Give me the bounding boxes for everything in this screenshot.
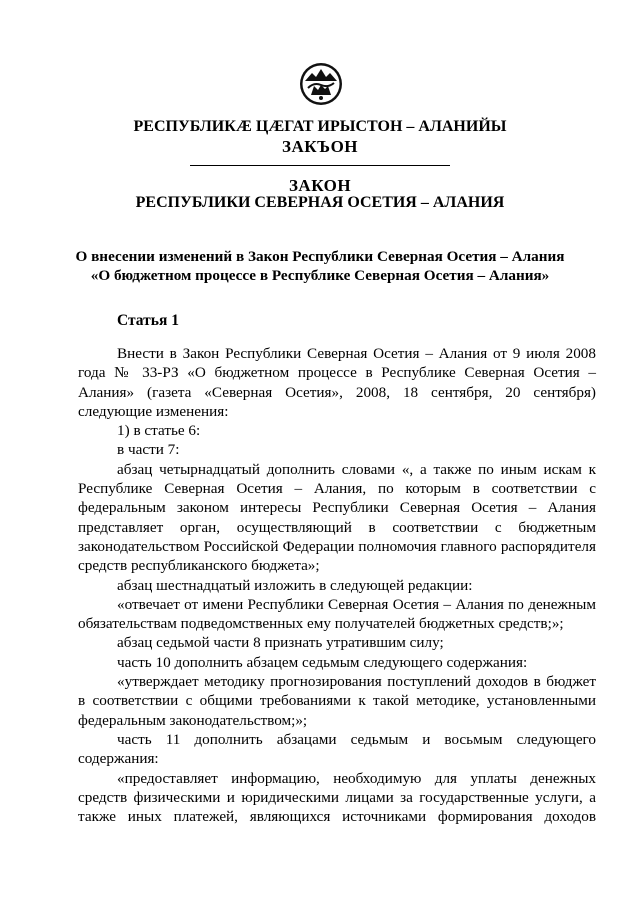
law-title-line-1: О внесении изменений в Закон Республики Северная Осетия – Алания [75, 248, 565, 265]
paragraph: 1) в статье 6: [117, 422, 201, 440]
ossetian-republic-name: РЕСПУБЛИКӔ ЦӔГАТ ИРЫСТОН – АЛАНИЙЫ [133, 118, 507, 135]
coat-of-arms-emblem-icon [299, 62, 343, 106]
paragraph: «отвечает от имени Республики Северная Осетия – Алания по денежным обязательствам подведомственных ему получателей бюджетных средств;»; [78, 595, 596, 633]
paragraph: абзац седьмой части 8 признать утратившим силу; [117, 634, 444, 652]
russian-law-label: ЗАКОН [288, 176, 352, 195]
paragraph: часть 10 дополнить абзацем седьмым следующего содержания: [117, 653, 528, 671]
header-divider [190, 165, 450, 166]
paragraph: Внести в Закон Республики Северная Осетия – Алания от 9 июля 2008 года № 33-РЗ «О бюджетном процессе в Республике Северная Осетия – Алания» (газета «Северная Осетия», 2008, 18 сентября, 20 сентября) следующие изменения: [78, 345, 596, 420]
paragraph: «предоставляет информацию, необходимую для уплаты денежных средств физическими и юридическими лицами за государственные услуги, а также иных платежей, являющихся источниками формирования доходов [78, 769, 596, 826]
paragraph: часть 11 дополнить абзацами седьмым и восьмым следующего содержания: [78, 730, 596, 768]
article-heading: Статья 1 [117, 312, 179, 329]
law-title-line-2: «О бюджетном процессе в Республике Северная Осетия – Алания» [90, 267, 550, 284]
paragraph: абзац четырнадцатый дополнить словами «, а также по иным искам к Республике Северная Осетия – Алания, по которым в соответствии с федеральным законом интересы Республики Северная Осетия – Алания представляет орган, осуществляющий в соответствии с бюджетным законодательством Российской Федерации полномочия главного распорядителя средств республиканского бюджета»; [78, 460, 596, 575]
paragraph: абзац шестнадцатый изложить в следующей редакции: [117, 576, 473, 594]
article-body [78, 344, 596, 826]
russian-republic-name: РЕСПУБЛИКИ СЕВЕРНАЯ ОСЕТИЯ – АЛАНИЯ [135, 194, 505, 211]
paragraph: «утверждает методику прогнозирования поступлений доходов в бюджет в соответствии с общими требованиями к такой методике, установленными федеральным законодательством;»; [78, 673, 596, 729]
ossetian-law-label: ЗАКЪОН [281, 137, 359, 156]
paragraph: в части 7: [117, 441, 180, 459]
